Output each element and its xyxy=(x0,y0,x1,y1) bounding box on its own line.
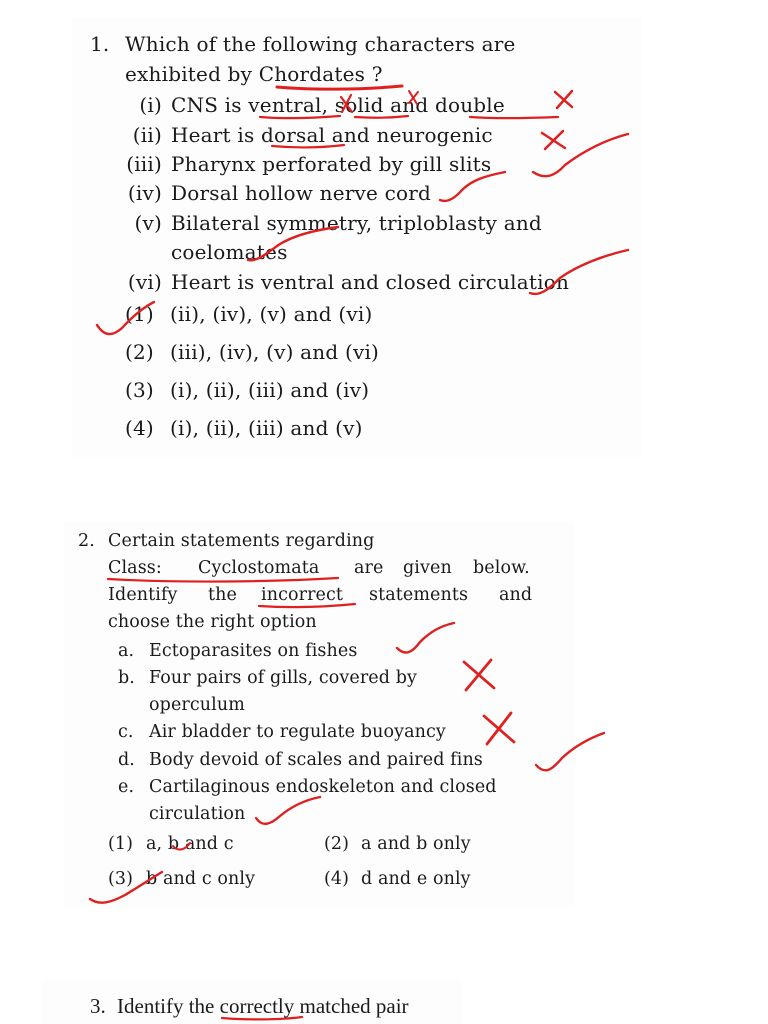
q2-stmt-text: Four pairs of gills, covered by xyxy=(149,668,417,688)
q1-option-label[interactable]: (4) xyxy=(125,416,154,440)
q1-stmt-label: (ii) xyxy=(132,123,162,147)
q1-option-text[interactable]: (ii), (iv), (v) and (vi) xyxy=(170,302,373,326)
q2-keyword-incorrect: incorrect xyxy=(261,585,344,605)
q1-option-label[interactable]: (1) xyxy=(125,302,154,326)
q1-stmt-label: (i) xyxy=(139,93,162,117)
q2-stem-word: statements xyxy=(369,585,469,605)
q2-option-text[interactable]: b and c only xyxy=(146,869,256,889)
q1-option-text[interactable]: (i), (ii), (iii) and (v) xyxy=(170,416,363,440)
q1-stmt-label: (iv) xyxy=(127,181,162,205)
q2-stmt-text: Cartilaginous endoskeleton and closed xyxy=(149,777,497,797)
q2-option-text[interactable]: d and e only xyxy=(361,869,471,889)
q2-stmt-text: Body devoid of scales and paired fins xyxy=(149,750,483,770)
q2-stmt-label: a. xyxy=(118,641,135,661)
q2-stem-word: Class: xyxy=(108,558,162,578)
q1-option-text[interactable]: (iii), (iv), (v) and (vi) xyxy=(170,340,380,364)
q3-stem: Identify the correctly matched pair xyxy=(117,994,409,1018)
q1-option-label[interactable]: (3) xyxy=(125,378,154,402)
q2-page-region xyxy=(64,522,574,907)
q2-option-label[interactable]: (1) xyxy=(108,834,134,854)
q2-stem-word: the xyxy=(208,585,237,605)
q1-stmt-text: Pharynx perforated by gill slits xyxy=(171,152,492,176)
q1-stmt-text: Dorsal hollow nerve cord xyxy=(171,181,431,205)
q2-stmt-text: Ectoparasites on fishes xyxy=(149,641,358,661)
q2-stem-line4: choose the right option xyxy=(108,612,317,632)
q1-stmt-text-cont: coelomates xyxy=(171,240,288,264)
q1-stem-line1: Which of the following characters are xyxy=(125,32,516,56)
q2-stem-word: and xyxy=(499,585,533,605)
q1-number: 1. xyxy=(90,32,110,56)
q2-option-label[interactable]: (3) xyxy=(108,869,134,889)
q2-number: 2. xyxy=(78,531,95,551)
q2-option-label[interactable]: (4) xyxy=(324,869,350,889)
q1-stem-line2: exhibited by Chordates ? xyxy=(125,62,383,86)
q2-option-text[interactable]: a and b only xyxy=(361,834,471,854)
q2-option-text[interactable]: a, b and c xyxy=(146,834,234,854)
q2-stmt-label: d. xyxy=(118,750,135,770)
q2-stmt-text-cont: circulation xyxy=(149,804,246,824)
q2-stmt-label: b. xyxy=(118,668,135,688)
q1-stmt-label: (vi) xyxy=(127,270,162,294)
q2-stem-word: Identify xyxy=(108,585,178,605)
q2-stmt-label: e. xyxy=(118,777,135,797)
q2-stem-line1: Certain statements regarding xyxy=(108,531,375,551)
q2-keyword-class: Cyclostomata xyxy=(198,558,320,578)
q1-stmt-text: Bilateral symmetry, triploblasty and xyxy=(171,211,542,235)
q1-stmt-text: CNS is ventral, solid and double xyxy=(171,93,505,117)
q1-stmt-text: Heart is dorsal and neurogenic xyxy=(171,123,493,147)
q2-stmt-text-cont: operculum xyxy=(149,695,245,715)
q2-stmt-label: c. xyxy=(118,722,134,742)
q2-stem-word: given xyxy=(403,558,452,578)
q1-option-label[interactable]: (2) xyxy=(125,340,154,364)
q3-keyword: correctly xyxy=(219,994,295,1018)
q2-stem-word: are xyxy=(354,558,384,578)
q1-option-text[interactable]: (i), (ii), (iii) and (iv) xyxy=(170,378,370,402)
q3-number: 3. xyxy=(90,994,106,1018)
q1-stmt-text: Heart is ventral and closed circulation xyxy=(171,270,570,294)
q2-option-label[interactable]: (2) xyxy=(324,834,350,854)
q1-keyword: Chordates xyxy=(258,62,366,86)
q2-stem-word: below. xyxy=(473,558,530,578)
q1-stmt-label: (v) xyxy=(134,211,162,235)
q1-stmt-label: (iii) xyxy=(126,152,162,176)
q2-stmt-text: Air bladder to regulate buoyancy xyxy=(149,722,446,742)
